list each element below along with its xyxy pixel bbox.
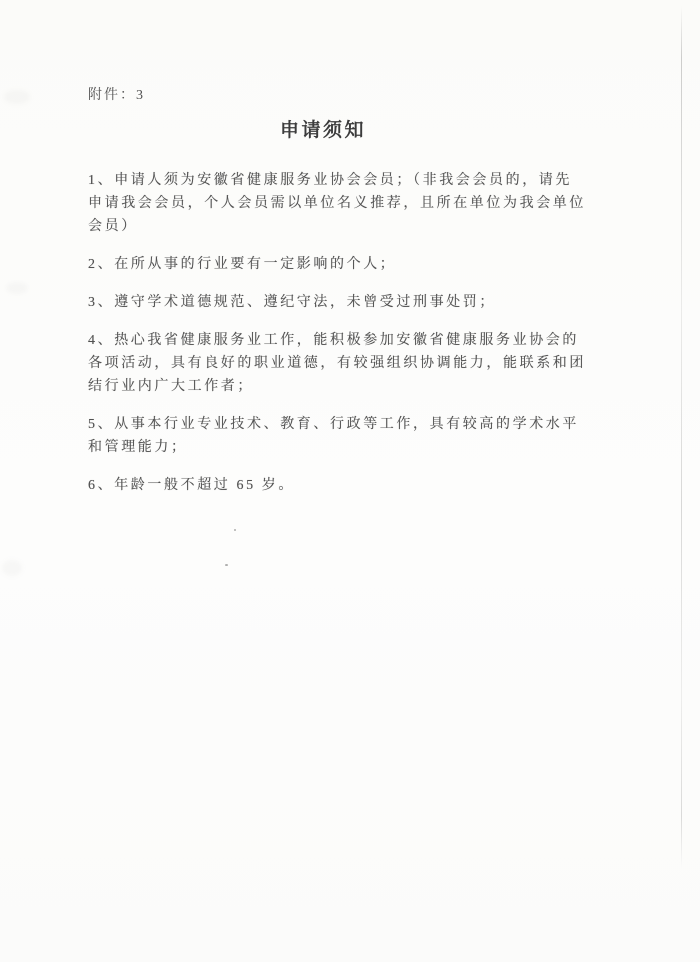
text-line: 和管理能力； <box>88 440 188 455</box>
scan-smudge <box>2 560 22 576</box>
text-line: 5、从事本行业专业技术、教育、行政等工作，具有较高的学术水平 <box>88 417 579 432</box>
text-line: 3、遵守学术道德规范、遵纪守法，未曾受过刑事处罚； <box>88 295 496 310</box>
scan-smudge <box>4 90 30 104</box>
scan-speck <box>225 564 228 566</box>
text-line: 各项活动，具有良好的职业道德，有较强组织协调能力，能联系和团 <box>88 356 586 371</box>
notice-item-5 <box>88 413 588 459</box>
notice-item-3 <box>88 291 588 314</box>
text-line: 4、热心我省健康服务业工作，能积极参加安徽省健康服务业协会的 <box>88 333 579 348</box>
notice-item-2 <box>88 253 588 276</box>
text-line: 结行业内广大工作者； <box>88 379 254 394</box>
notice-item-6 <box>88 474 588 497</box>
scan-smudge <box>6 282 28 294</box>
text-line: 会员） <box>88 219 138 234</box>
scan-speck <box>234 529 236 531</box>
scan-edge-artifact <box>681 6 682 868</box>
text-line: 2、在所从事的行业要有一定影响的个人； <box>88 257 397 272</box>
notice-item-1 <box>88 169 588 238</box>
notice-body <box>88 169 588 497</box>
notice-item-4 <box>88 329 588 398</box>
text-line: 申请我会会员，个人会员需以单位名义推荐，且所在单位为我会单位 <box>88 196 586 211</box>
document-content <box>88 84 588 512</box>
attachment-label: 附件：3 <box>88 88 145 103</box>
text-line: 1、申请人须为安徽省健康服务业协会会员；（非我会会员的，请先 <box>88 173 572 188</box>
document-title: 申请须知 <box>279 120 366 141</box>
text-line: 6、年龄一般不超过 65 岁。 <box>88 478 295 493</box>
